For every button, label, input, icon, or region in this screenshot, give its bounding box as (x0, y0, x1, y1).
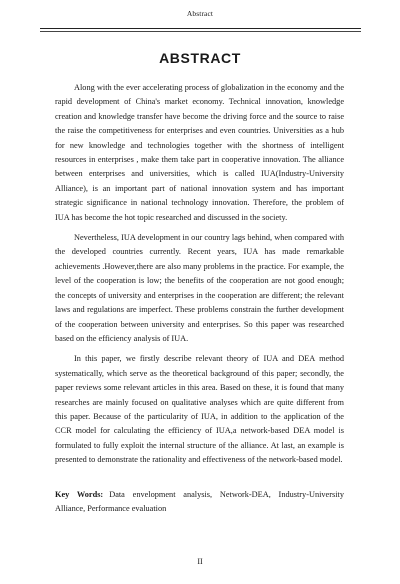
keywords-text: Data envelopment analysis, Network-DEA, Industry-University Alliance, Performance evaluation (55, 490, 344, 514)
abstract-body (55, 81, 344, 474)
header-rule (40, 28, 361, 29)
abstract-paragraph-2: Nevertheless, IUA development in our country lags behind, when compared with the developed countries currently. Recent years, IUA has made remarkable achievements .However,there are also many problems in the practice. For example, the level of the cooperation is low; the benefits of the cooperation are not good enough; the concepts of university and enterprises in the cooperation are different; the relevant laws and regulations are imperfect. These problems constrain the further development of the cooperation between university and enterprises. So this paper was researched based on the efficiency analysis of IUA. (55, 233, 344, 343)
page-title: ABSTRACT (159, 50, 241, 66)
page-number: II (197, 557, 203, 566)
running-header: Abstract (186, 9, 214, 18)
abstract-paragraph-1: Along with the ever accelerating process of globalization in the economy and the rapid development of China's market economy. Technical innovation, knowledge creation and knowledge transfer have become the driving force and the source to raise the raise the competitiveness for enterprises and even countries. Universities as a hub for new knowledge and technologies together with the shortness of intelligent resources in enterprises , make them take part in cooperative innovation. The alliance between enterprises and universities, which is called IUA(Industry-University Alliance), is an important part of national innovation system and has important strategic significance in national technology innovation. Therefore, the problem of IUA has become the hot topic researched and discussed in the society. (55, 83, 344, 222)
header-rule-thin (40, 31, 361, 32)
keywords-block (55, 488, 344, 517)
keywords-label: Key Words: (55, 490, 104, 499)
abstract-paragraph-3: In this paper, we firstly describe relevant theory of IUA and DEA method systematically, which serve as the theoretical background of this paper; secondly, the paper reviews some relevant articles in this area. Based on these, it is found that many researches are mainly focused on qualitative analyses which are quite different from this paper. Because of the particularity of IUA, in addition to the application of the CCR model for calculating the efficiency of IUA,a network-based DEA model is formulated to fully exploit the internal structure of the alliance. At last, an example is presented to demonstrate the rationality and effectiveness of the network-based model. (55, 354, 344, 465)
